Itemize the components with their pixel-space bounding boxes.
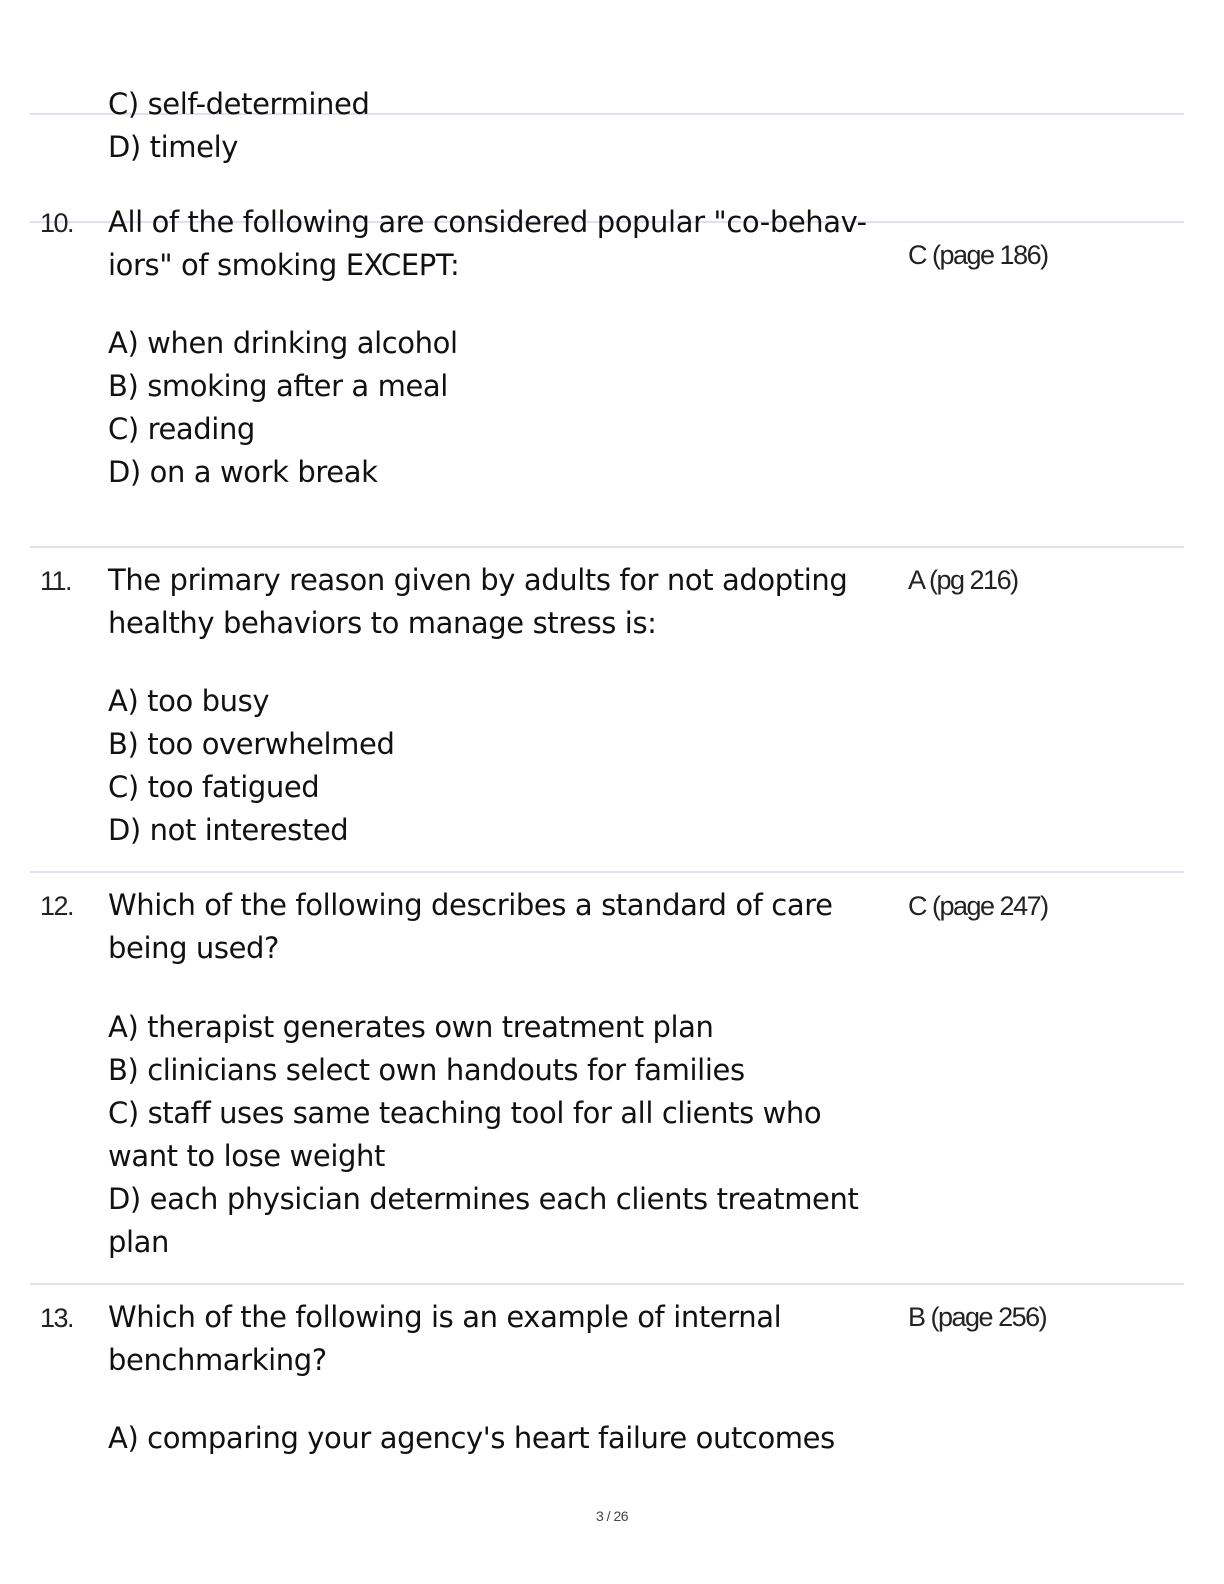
question-stem-line: healthy behaviors to manage stress is: [108, 606, 657, 640]
divider [30, 546, 1184, 548]
option-c: C) staff uses same teaching tool for all clients who [108, 1096, 822, 1130]
option-a: A) too busy [108, 684, 270, 718]
option-a: A) when drinking alcohol [108, 326, 458, 360]
question-stem-line: Which of the following is an example of internal [108, 1300, 782, 1334]
question-stem-line: All of the following are considered popular "co-behav- [108, 205, 867, 239]
option-c: C) reading [108, 412, 255, 446]
option-d: D) timely [108, 130, 239, 164]
question-number: 10. [40, 208, 74, 238]
divider [30, 871, 1184, 873]
question-stem-line: being used? [108, 931, 280, 965]
option-c: C) self-determined [108, 87, 370, 121]
option-d: D) each physician determines each clients treatment [108, 1182, 859, 1216]
question-number: 12. [40, 891, 74, 921]
option-c: C) too fatigued [108, 770, 320, 804]
answer-key: B (page 256) [908, 1302, 1047, 1332]
question-stem-line: The primary reason given by adults for not adopting [108, 563, 848, 597]
option-b: B) smoking after a meal [108, 369, 448, 403]
divider [30, 1283, 1184, 1285]
option-d: D) on a work break [108, 455, 378, 489]
option-a: A) therapist generates own treatment plan [108, 1010, 714, 1044]
option-a: A) comparing your agency's heart failure outcomes [108, 1421, 835, 1455]
page-indicator: 3 / 26 [595, 1508, 629, 1524]
option-d: D) not interested [108, 813, 349, 847]
option-b: B) clinicians select own handouts for families [108, 1053, 745, 1087]
answer-key: C (page 247) [908, 891, 1048, 921]
answer-key: C (page 186) [908, 240, 1048, 270]
option-b: B) too overwhelmed [108, 727, 395, 761]
question-stem-line: Which of the following describes a standard of care [108, 888, 833, 922]
question-number: 13. [40, 1303, 74, 1333]
answer-key: A (pg 216) [908, 565, 1018, 595]
question-stem-line: iors" of smoking EXCEPT: [108, 248, 460, 282]
question-stem-line: benchmarking? [108, 1343, 327, 1377]
option-d-continued: plan [108, 1225, 170, 1259]
option-c-continued: want to lose weight [108, 1139, 385, 1173]
question-number: 11. [40, 566, 72, 596]
